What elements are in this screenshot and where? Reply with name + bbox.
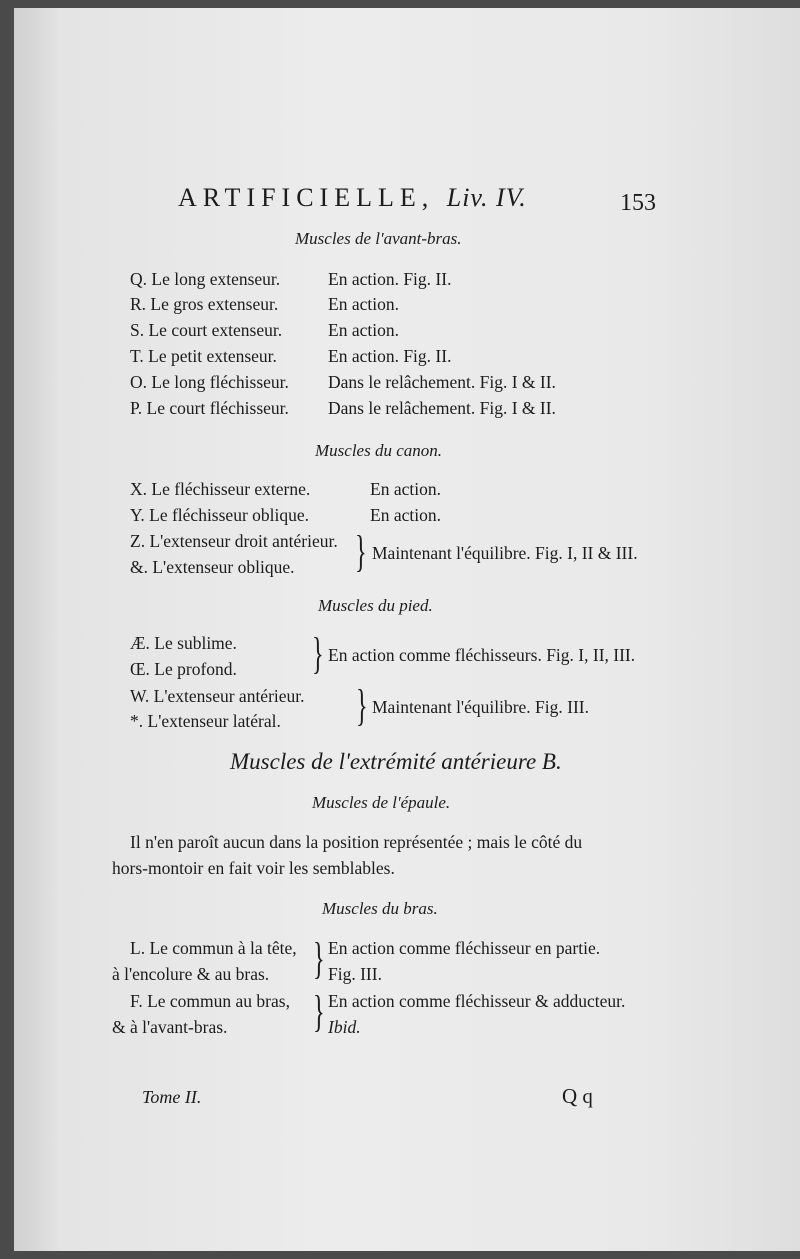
list-item-label: Œ. Le profond. bbox=[130, 659, 237, 679]
list-item-desc: Dans le relâchement. Fig. I & II. bbox=[328, 372, 556, 392]
section-title-canon: Muscles du canon. bbox=[315, 441, 443, 460]
list-item-label: O. Le long fléchisseur. bbox=[130, 372, 289, 392]
list-item-label: S. Le court extenseur. bbox=[130, 320, 283, 340]
volume-label: Tome II. bbox=[142, 1087, 202, 1107]
section-title-epaule: Muscles de l'épaule. bbox=[312, 793, 451, 812]
list-item-label: L. Le commun à la tête, bbox=[130, 938, 297, 958]
group-desc: Maintenant l'équilibre. Fig. III. bbox=[372, 697, 589, 717]
list-item-desc: Fig. III. bbox=[328, 964, 382, 984]
list-item-label: & à l'avant-bras. bbox=[112, 1017, 228, 1037]
brace-icon: } bbox=[355, 527, 367, 576]
brace-icon: } bbox=[312, 629, 324, 678]
list-item-label: *. L'extenseur latéral. bbox=[130, 711, 281, 731]
brace-icon: } bbox=[313, 987, 325, 1036]
list-item-label: X. Le fléchisseur externe. bbox=[130, 479, 311, 499]
list-item-label: &. L'extenseur oblique. bbox=[130, 557, 295, 577]
list-item-label: Q. Le long extenseur. bbox=[130, 269, 281, 289]
book-number: Liv. IV. bbox=[446, 183, 527, 212]
group-desc: En action comme fléchisseurs. Fig. I, II, III. bbox=[328, 645, 636, 665]
section-title-bras: Muscles du bras. bbox=[322, 899, 438, 918]
list-item-label: F. Le commun au bras, bbox=[130, 991, 290, 1011]
section-title-avant-bras: Muscles de l'avant-bras. bbox=[295, 229, 462, 248]
paragraph-line: Il n'en paroît aucun dans la position représentée ; mais le côté du bbox=[130, 832, 583, 852]
list-item-desc: En action. bbox=[370, 479, 441, 499]
list-item-desc: En action. Fig. II. bbox=[328, 269, 452, 289]
brace-icon: } bbox=[313, 934, 325, 983]
signature-mark: Q q bbox=[562, 1084, 593, 1108]
list-item-desc: En action. bbox=[370, 505, 441, 525]
group-desc: Maintenant l'équilibre. Fig. I, II & III. bbox=[372, 543, 638, 563]
list-item-label: Z. L'extenseur droit antérieur. bbox=[130, 531, 338, 551]
list-item-label: Y. Le fléchisseur oblique. bbox=[130, 505, 310, 525]
list-item-desc: En action comme fléchisseur & adducteur. bbox=[328, 991, 626, 1011]
list-item-label: Æ. Le sublime. bbox=[130, 633, 237, 653]
list-item-label: R. Le gros extenseur. bbox=[130, 294, 279, 314]
page-number: 153 bbox=[620, 190, 656, 216]
list-item-desc: En action. bbox=[328, 294, 399, 314]
running-title: ARTIFICIELLE, bbox=[178, 183, 435, 212]
list-item-desc: En action. bbox=[328, 320, 399, 340]
list-item-label: P. Le court fléchisseur. bbox=[130, 398, 289, 418]
list-item-label: à l'encolure & au bras. bbox=[112, 964, 270, 984]
list-item-label: T. Le petit extenseur. bbox=[130, 346, 277, 366]
list-item-desc: En action. Fig. II. bbox=[328, 346, 452, 366]
section-heading-extremite: Muscles de l'extrémité antérieure B. bbox=[230, 749, 562, 774]
list-item-desc: Dans le relâchement. Fig. I & II. bbox=[328, 398, 556, 418]
section-title-pied: Muscles du pied. bbox=[318, 596, 433, 615]
brace-icon: } bbox=[356, 681, 368, 730]
paragraph-line: hors-montoir en fait voir les semblables. bbox=[112, 858, 395, 878]
list-item-desc: Ibid. bbox=[328, 1017, 361, 1037]
list-item-label: W. L'extenseur antérieur. bbox=[130, 686, 305, 706]
running-header bbox=[178, 183, 527, 213]
list-item-desc: En action comme fléchisseur en partie. bbox=[328, 938, 601, 958]
